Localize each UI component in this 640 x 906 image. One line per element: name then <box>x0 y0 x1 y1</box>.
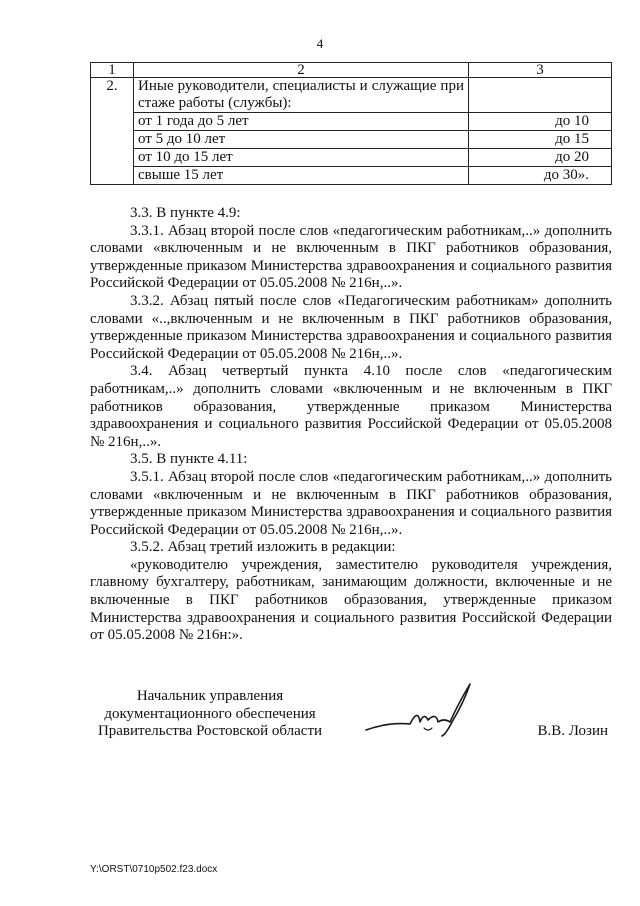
file-path: Y:\ORST\0710p502.f23.docx <box>90 864 218 875</box>
table-row <box>91 149 612 167</box>
paragraph: «руководителю учреждения, заместителю руководителя учреждения, главному бухгалтеру, работникам, занимающим должности, включенные и не включенные в ПКГ работников образования, утвержденные приказом Министерства здравоохранения и социального развития Российской Федерации от 05.05.2008 № 216н:». <box>90 556 612 644</box>
signer-title-line: Правительства Ростовской области <box>97 723 323 740</box>
signature-block <box>90 688 612 748</box>
row-label: от 10 до 15 лет <box>134 149 469 167</box>
table-header-cell: 2 <box>134 63 469 78</box>
paragraph: 3.3.2. Абзац пятый после слов «Педагогическим работникам» дополнить словами «..,включенным и не включенным в ПКГ работников образования, утвержденные приказом Министерства здравоохранения и социального развития Российской Федерации от 05.05.2008 № 216н,..». <box>90 292 612 362</box>
table-header-row <box>91 63 612 78</box>
row-label: от 5 до 10 лет <box>134 131 469 149</box>
signer-name: В.В. Лозин <box>537 723 608 739</box>
paragraph: 3.5.2. Абзац третий изложить в редакции: <box>130 539 396 556</box>
paragraph: 3.3. В пункте 4.9: <box>130 205 241 221</box>
row-label: от 1 года до 5 лет <box>134 113 469 131</box>
row-title: Иные руководители, специалисты и служащие при стаже работы (службы): <box>134 78 469 113</box>
signer-title <box>90 688 330 741</box>
table-row <box>91 167 612 185</box>
row-value-empty <box>469 78 612 113</box>
paragraph: 3.3.1. Абзац второй после слов «педагогическим работникам,..» дополнить словами «включенным и не включенным в ПКГ работников образования, утвержденные приказом Министерства здравоохранения и социального развития Российской Федерации от 05.05.2008 № 216н,..». <box>90 222 612 292</box>
table-header-cell: 3 <box>469 63 612 78</box>
row-number: 2. <box>91 78 134 185</box>
paragraph: 3.5.1. Абзац второй после слов «педагогическим работникам,..» дополнить словами «включенным и не включенным в ПКГ работников образования, утвержденные приказом Министерства здравоохранения и социального развития Российской Федерации от 05.05.2008 № 216н,..». <box>90 468 612 538</box>
coefficient-table <box>90 62 612 185</box>
table-row <box>91 113 612 131</box>
table-row <box>91 78 612 113</box>
row-value: до 15 <box>469 131 612 149</box>
row-value: до 30». <box>469 167 612 185</box>
signer-title-line: документационного обеспечения <box>104 705 316 722</box>
document-body <box>90 205 612 645</box>
signer-title-line: Начальник управления <box>136 688 284 704</box>
row-value: до 20 <box>469 149 612 167</box>
paragraph: 3.5. В пункте 4.11: <box>130 451 248 468</box>
table-header-cell: 1 <box>91 63 134 78</box>
table-row <box>91 131 612 149</box>
handwritten-signature <box>358 678 478 748</box>
page-number: 4 <box>316 36 324 51</box>
row-value: до 10 <box>469 113 612 131</box>
row-label: свыше 15 лет <box>134 167 469 185</box>
paragraph: 3.4. Абзац четвертый пункта 4.10 после слов «педагогическим работникам,..» дополнить словами «включенным и не включенным в ПКГ работников образования, утвержденные приказом Министерства здравоохранения и социального развития Российской Федерации от 05.05.2008 № 216н,..». <box>90 363 612 450</box>
